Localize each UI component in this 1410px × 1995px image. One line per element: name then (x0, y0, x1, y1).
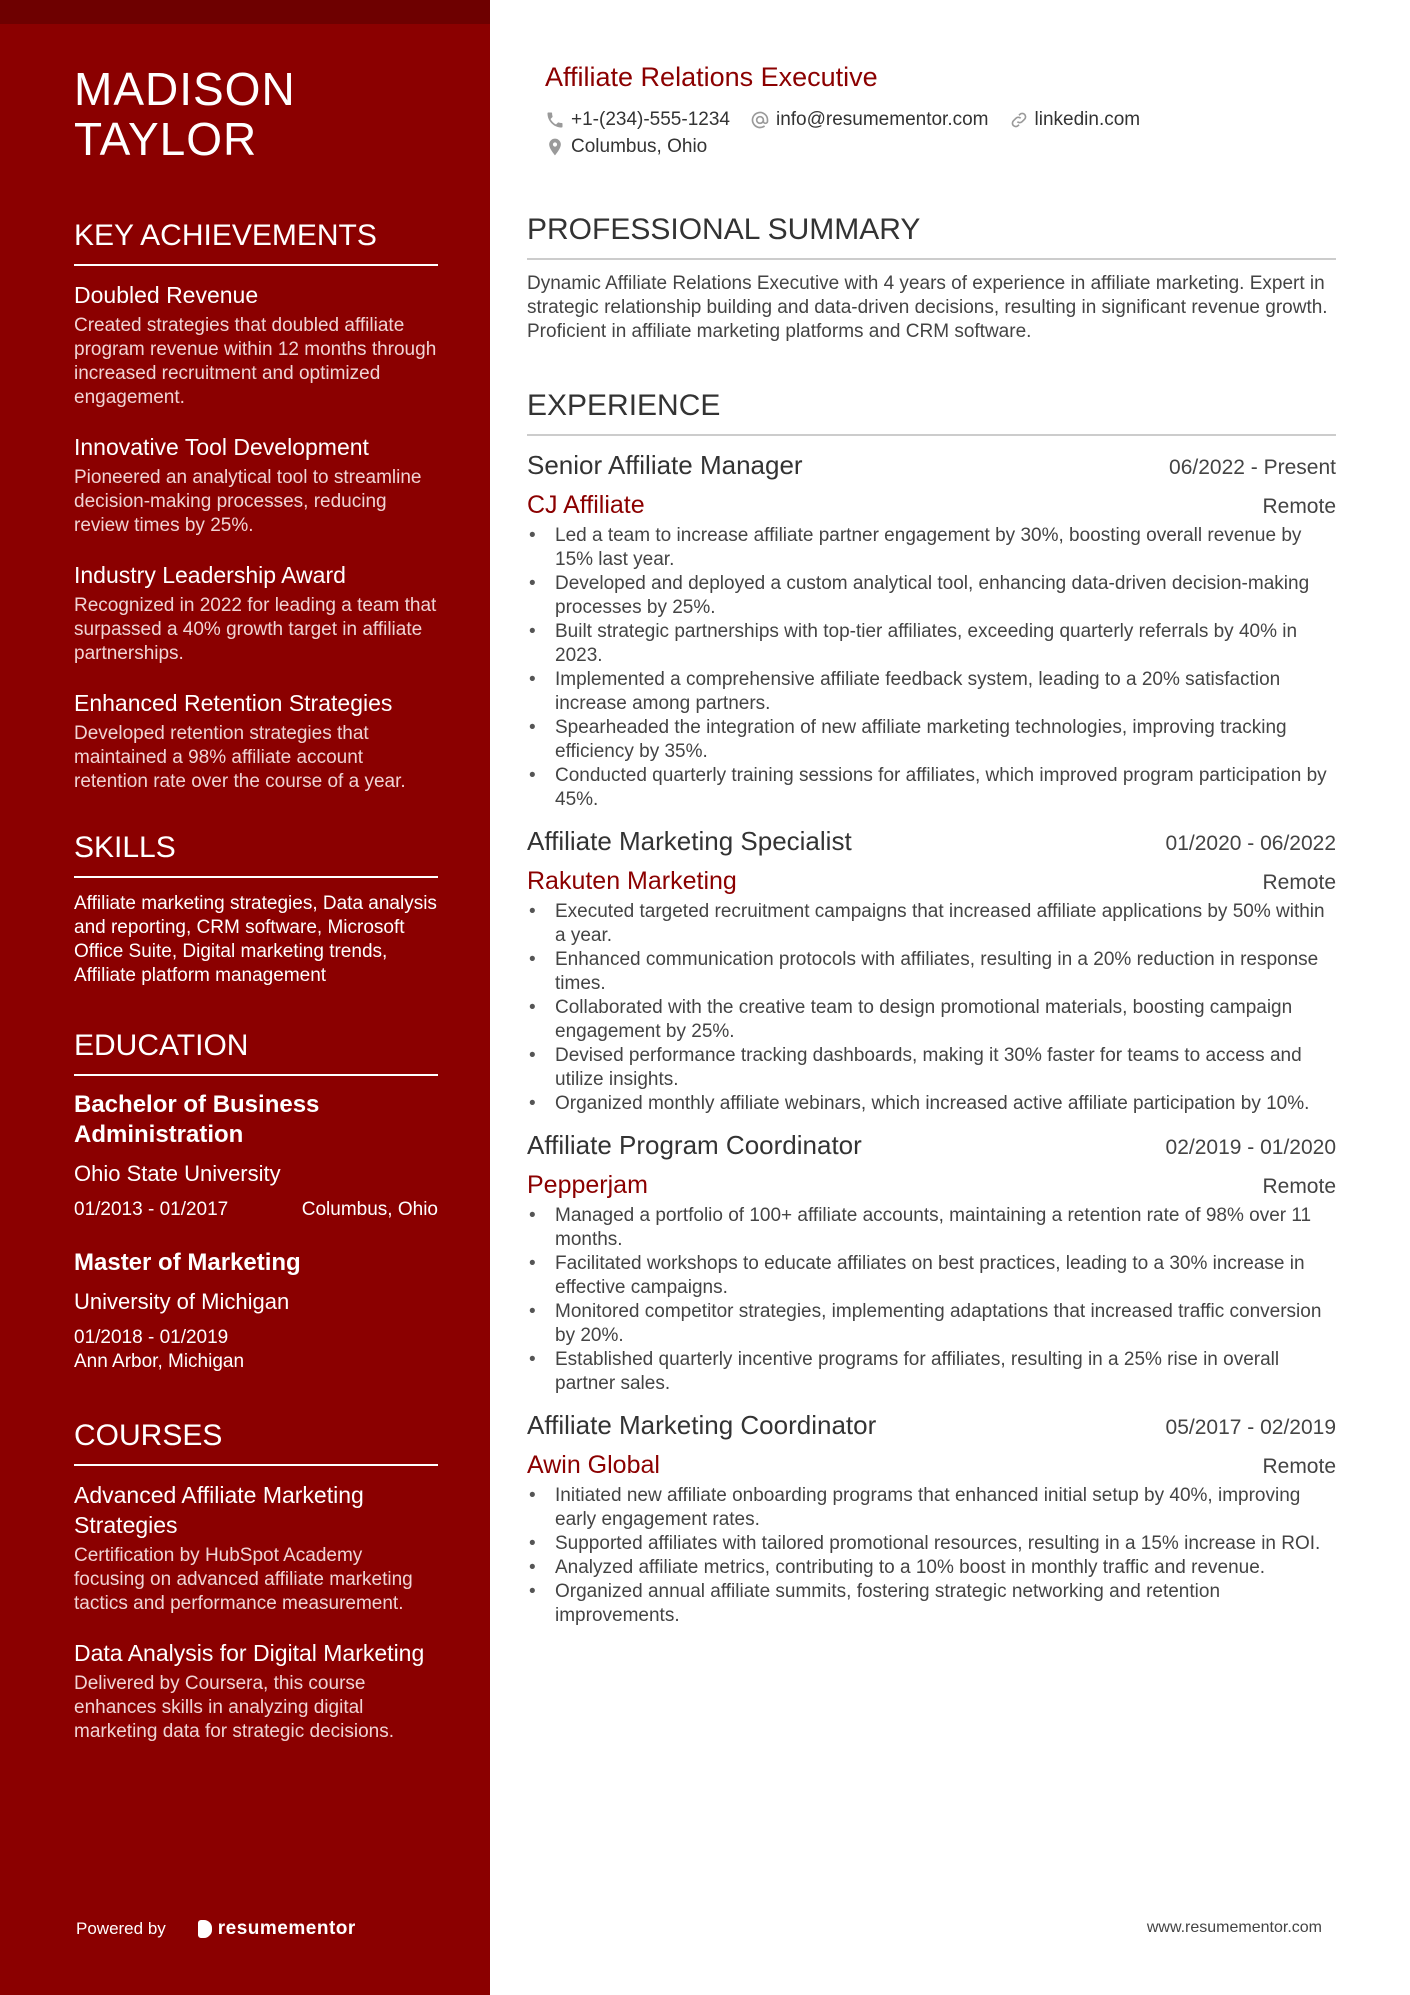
job-role: Affiliate Program Coordinator (527, 1130, 862, 1160)
education-dates: 01/2013 - 01/2017 (74, 1199, 229, 1220)
job-company-row (527, 1449, 1336, 1482)
job-dates: 05/2017 - 02/2019 (1165, 1416, 1336, 1439)
achievement-desc: Developed retention strategies that maintained a 98% affiliate account retention rate over the course of a year. (74, 723, 406, 792)
education-dates: 01/2018 - 01/2019 (74, 1327, 229, 1348)
contact-row (545, 133, 1336, 160)
job-bullet: • Initiated new affiliate onboarding programs that enhanced initial setup by 40%, improving early engagement rates. (527, 1484, 1336, 1532)
skills-text: Affiliate marketing strategies, Data analysis and reporting, CRM software, Microsoft Office Suite, Digital marketing trends, Affiliate platform management (74, 893, 437, 986)
job-location: Remote (1262, 871, 1336, 894)
person-name (74, 64, 438, 164)
job-bullet: • Managed a portfolio of 100+ affiliate accounts, maintaining a retention rate of 98% over 11 months. (527, 1204, 1336, 1252)
achievement-desc: Created strategies that doubled affiliate program revenue within 12 months through increased recruitment and optimized engagement. (74, 315, 437, 408)
achievement-title: Industry Leadership Award (74, 562, 346, 588)
achievement-item (74, 432, 438, 538)
job-bullet: • Enhanced communication protocols with affiliates, resulting in a 20% reduction in response times. (527, 948, 1336, 996)
last-name: TAYLOR (74, 113, 258, 165)
job-role: Affiliate Marketing Coordinator (527, 1410, 877, 1440)
job-bullet: • Devised performance tracking dashboards, making it 30% faster for teams to access and utilize insights. (527, 1044, 1336, 1092)
link-icon (1009, 110, 1029, 130)
education-school: Ohio State University (74, 1161, 281, 1186)
job-bullet: • Organized monthly affiliate webinars, which increased active affiliate participation by 10%. (527, 1092, 1336, 1116)
achievement-title: Innovative Tool Development (74, 434, 369, 460)
at-icon (750, 110, 770, 130)
job-dates: 06/2022 - Present (1169, 456, 1336, 479)
achievements-section (74, 218, 438, 794)
achievement-title: Doubled Revenue (74, 282, 259, 308)
summary-title: PROFESSIONAL SUMMARY (527, 212, 1336, 260)
job-header (527, 448, 1336, 483)
job-bullets (527, 524, 1336, 812)
course-title: Advanced Affiliate Marketing Strategies (74, 1482, 364, 1538)
job-company: Pepperjam (527, 1171, 648, 1199)
courses-section (74, 1418, 438, 1744)
job-header (527, 1408, 1336, 1443)
website-link[interactable]: www.resumementor.com (1146, 1919, 1322, 1936)
job-entry (527, 1128, 1336, 1396)
achievement-item (74, 560, 438, 666)
job-bullet: • Implemented a comprehensive affiliate feedback system, leading to a 20% satisfaction increase among partners. (527, 668, 1336, 716)
job-bullet: • Monitored competitor strategies, implementing adaptations that increased traffic conversion by 20%. (527, 1300, 1336, 1348)
first-name: MADISON (74, 63, 296, 115)
job-entry (527, 448, 1336, 812)
course-desc: Delivered by Coursera, this course enhances skills in analyzing digital marketing data for strategic decisions. (74, 1673, 394, 1742)
job-bullet: • Developed and deployed a custom analytical tool, enhancing data-driven decision-making processes by 25%. (527, 572, 1336, 620)
job-bullet: • Conducted quarterly training sessions for affiliates, which improved program participation by 45%. (527, 764, 1336, 812)
contact-email[interactable] (750, 106, 989, 133)
job-bullet: • Led a team to increase affiliate partner engagement by 30%, boosting overall revenue by 15% last year. (527, 524, 1336, 572)
education-item (74, 1090, 438, 1222)
email-text: info@resumementor.com (775, 109, 989, 130)
contact-linkedin[interactable] (1009, 106, 1141, 133)
job-bullet: • Collaborated with the creative team to design promotional materials, boosting campaign engagement by 25%. (527, 996, 1336, 1044)
phone-icon (545, 110, 565, 130)
brand-logo[interactable] (198, 1918, 356, 1940)
job-role: Affiliate Marketing Specialist (527, 826, 852, 856)
job-entry (527, 1408, 1336, 1628)
contact-location (545, 133, 707, 160)
contact-row (545, 106, 1336, 133)
job-bullet: • Facilitated workshops to educate affiliates on best practices, leading to a 30% increase in effective campaigns. (527, 1252, 1336, 1300)
job-bullet: • Established quarterly incentive programs for affiliates, resulting in a 25% rise in overall partner sales. (527, 1348, 1336, 1396)
education-item (74, 1248, 438, 1374)
sidebar-top-band (0, 0, 490, 24)
job-entry (527, 824, 1336, 1116)
achievement-item (74, 280, 438, 410)
headline: Affiliate Relations Executive (545, 62, 878, 92)
job-company: Awin Global (527, 1451, 660, 1479)
skills-section (74, 830, 438, 988)
achievement-desc: Pioneered an analytical tool to streamline decision-making processes, reducing review times by 25%. (74, 467, 422, 536)
sidebar (0, 0, 490, 1995)
contact-info (545, 106, 1336, 160)
achievements-title: KEY ACHIEVEMENTS (74, 218, 438, 266)
education-meta (74, 1198, 438, 1222)
job-header (527, 1128, 1336, 1163)
job-bullet: • Built strategic partnerships with top-tier affiliates, exceeding quarterly referrals by 40% in 2023. (527, 620, 1336, 668)
location-text: Columbus, Ohio (571, 136, 708, 157)
experience-title: EXPERIENCE (527, 388, 1336, 436)
education-location: Columbus, Ohio (301, 1199, 438, 1220)
job-company-row (527, 1169, 1336, 1202)
course-item (74, 1638, 438, 1744)
education-title: EDUCATION (74, 1028, 438, 1076)
job-company: Rakuten Marketing (527, 867, 737, 895)
course-item (74, 1480, 438, 1616)
brand-name: resumementor (217, 1918, 356, 1939)
courses-title: COURSES (74, 1418, 438, 1466)
education-school: University of Michigan (74, 1289, 290, 1314)
education-section (74, 1028, 438, 1374)
job-company-row (527, 489, 1336, 522)
job-location: Remote (1262, 1455, 1336, 1478)
job-role: Senior Affiliate Manager (527, 450, 803, 480)
education-degree: Bachelor of Business Administration (74, 1091, 320, 1148)
education-meta (74, 1326, 438, 1374)
summary-section (527, 212, 1336, 344)
job-bullet: • Analyzed affiliate metrics, contributing to a 10% boost in monthly traffic and revenue. (527, 1556, 1336, 1580)
job-bullet: • Executed targeted recruitment campaigns that increased affiliate applications by 50% within a year. (527, 900, 1336, 948)
achievement-desc: Recognized in 2022 for leading a team that surpassed a 40% growth target in affiliate partnerships. (74, 595, 437, 664)
course-title: Data Analysis for Digital Marketing (74, 1640, 425, 1666)
summary-text: Dynamic Affiliate Relations Executive with 4 years of experience in affiliate marketing. Expert in strategic relationship building and data-driven decisions, resulting in significant revenue growth. Proficient in affiliate marketing platforms and CRM software. (527, 273, 1328, 342)
course-desc: Certification by HubSpot Academy focusing on advanced affiliate marketing tactics and performance measurement. (74, 1545, 413, 1614)
skills-title: SKILLS (74, 830, 438, 878)
job-dates: 02/2019 - 01/2020 (1165, 1136, 1336, 1159)
sidebar-content (74, 64, 438, 1766)
job-dates: 01/2020 - 06/2022 (1165, 832, 1336, 855)
job-location: Remote (1262, 1175, 1336, 1198)
powered-by-label: Powered by (76, 1919, 166, 1938)
job-bullet: • Spearheaded the integration of new affiliate marketing technologies, improving tracking efficiency by 35%. (527, 716, 1336, 764)
powered-by-footer (76, 1918, 356, 1940)
education-degree: Master of Marketing (74, 1249, 301, 1276)
job-bullet: • Supported affiliates with tailored promotional resources, resulting in a 15% increase in ROI. (527, 1532, 1336, 1556)
job-company: CJ Affiliate (527, 491, 645, 519)
job-bullets (527, 900, 1336, 1116)
job-bullet: • Organized annual affiliate summits, fostering strategic networking and retention improvements. (527, 1580, 1336, 1628)
achievement-item (74, 688, 438, 794)
phone-text: +1-(234)-555-1234 (571, 109, 730, 130)
education-location: Ann Arbor, Michigan (74, 1351, 245, 1372)
job-header (527, 824, 1336, 859)
location-pin-icon (545, 137, 565, 157)
job-company-row (527, 865, 1336, 898)
main-content (527, 60, 1336, 1640)
resumementor-logo-icon (198, 1920, 212, 1938)
contact-phone[interactable] (545, 106, 730, 133)
job-bullets (527, 1484, 1336, 1628)
experience-section (527, 388, 1336, 1628)
achievement-title: Enhanced Retention Strategies (74, 690, 393, 716)
linkedin-text: linkedin.com (1034, 109, 1141, 130)
job-location: Remote (1262, 495, 1336, 518)
job-bullets (527, 1204, 1336, 1396)
